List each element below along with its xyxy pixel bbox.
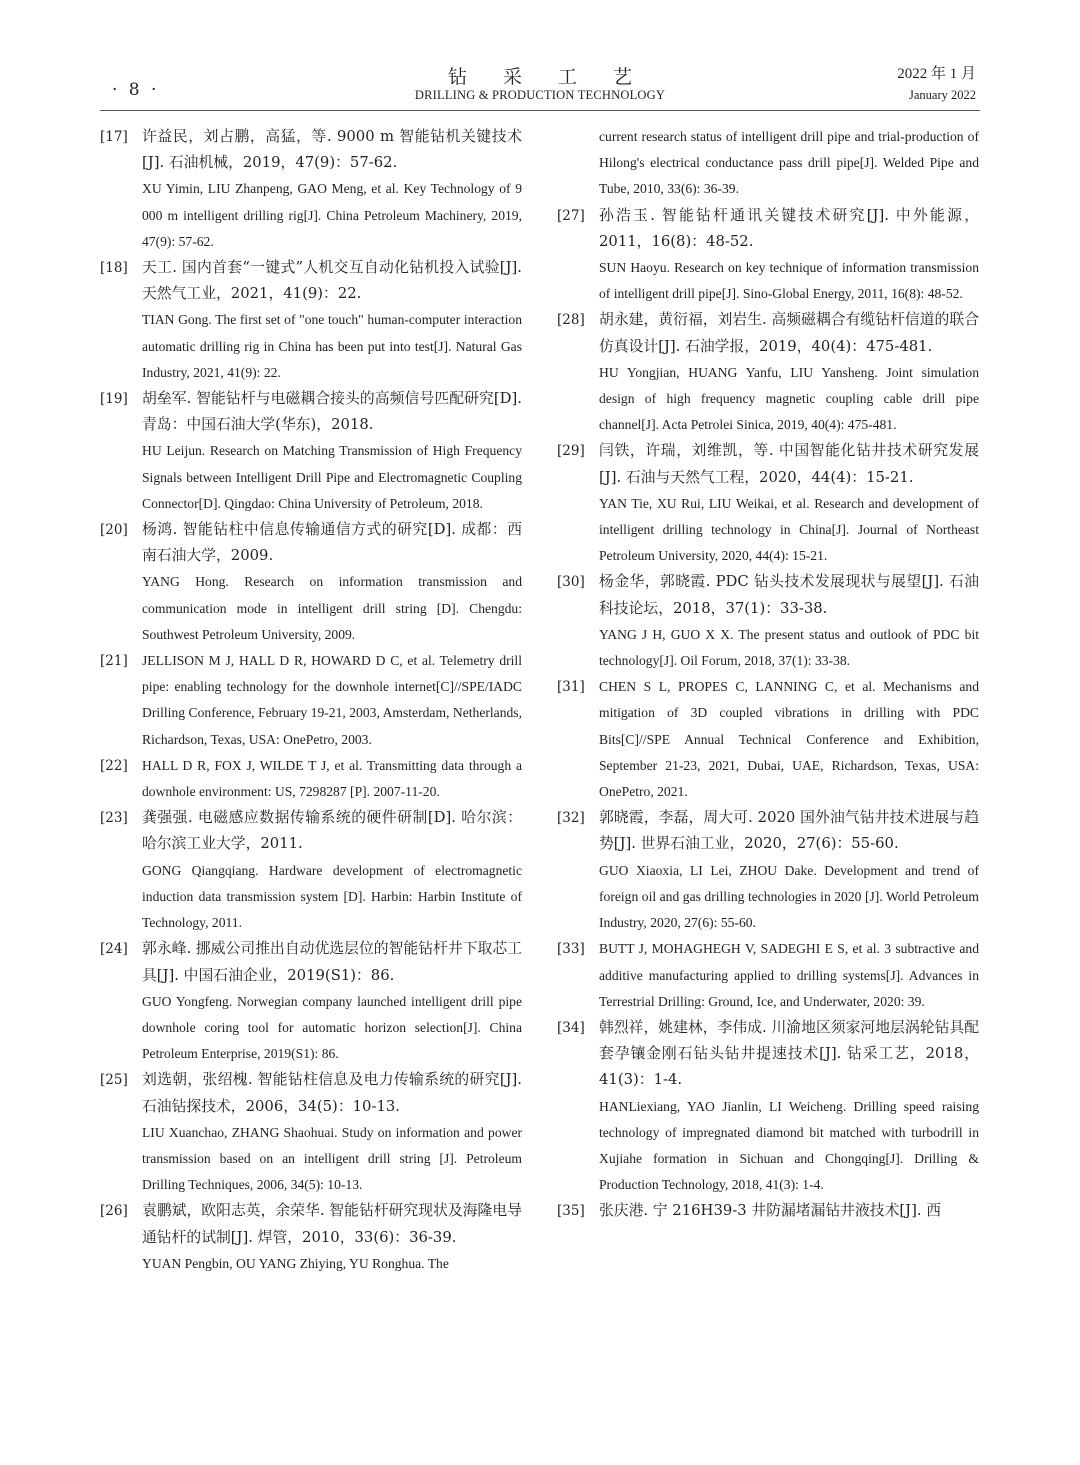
reference-en: HU Yongjian, HUANG Yanfu, LIU Yansheng. Joint simulation design of high frequency magnetic coupling cable drill pipe channel[J]. Acta Petrolei Sinica, 2019, 40(4): 475-481.	[599, 364, 979, 433]
reference-en: GUO Yongfeng. Norwegian company launched intelligent drill pipe downhole coring tool for automatic horizon selection[J]. China Petroleum Enterprise, 2019(S1): 86.	[142, 993, 522, 1062]
reference-en: YANG Hong. Research on information transmission and communication mode in intelligent drill string [D]. Chengdu: Southwest Petroleum University, 2009.	[142, 574, 522, 642]
reference-number: [21]	[100, 653, 128, 670]
reference-en: HU Leijun. Research on Matching Transmission of High Frequency Signals between Intelligent Drill Pipe and Electromagnetic Coupling Connector[D]. Qingdao: China University of Petroleum, 2018.	[142, 443, 522, 511]
reference-number: [33]	[557, 941, 585, 958]
reference-cn: 杨金华，郭晓霞. PDC 钻头技术发展现状与展望[J]. 石油科技论坛，2018，37(1)：33-38.	[599, 573, 979, 617]
reference-number: [26]	[100, 1203, 128, 1220]
reference-cn: 刘选朝，张绍槐. 智能钻柱信息及电力传输系统的研究[J]. 石油钻探技术，2006，34(5)：10-13.	[142, 1071, 522, 1115]
reference-item	[557, 674, 979, 805]
reference-cn: 杨鸿. 智能钻柱中信息传输通信方式的研究[D]. 成都：西南石油大学，2009.	[142, 521, 522, 565]
reference-item	[100, 805, 522, 936]
reference-cn: 龚强强. 电磁感应数据传输系统的硬件研制[D]. 哈尔滨：哈尔滨工业大学，2011.	[142, 809, 522, 853]
reference-cn: 许益民，刘占鹏，高猛，等. 9000 m 智能钻机关键技术[J]. 石油机械，2019，47(9)：57-62.	[142, 128, 522, 172]
reference-number: [28]	[557, 312, 585, 329]
reference-item	[100, 124, 522, 255]
issue-date-cn: 2022 年 1 月	[897, 66, 976, 82]
references-right-column	[557, 124, 979, 1225]
reference-item	[100, 648, 522, 753]
journal-title-cn: 钻采工艺	[447, 66, 668, 88]
issue-date-en: January 2022	[909, 88, 976, 102]
reference-item	[557, 1015, 979, 1198]
reference-item	[557, 805, 979, 936]
reference-en: TIAN Gong. The first set of "one touch" human-computer interaction automatic drilling rig in China has been put into test[J]. Natural Gas Industry, 2021, 41(9): 22.	[142, 312, 522, 380]
reference-cn: 袁鹏斌，欧阳志英，余荣华. 智能钻杆研究现状及海隆电导通钻杆的试制[J]. 焊管，2010，33(6)：36-39.	[142, 1202, 522, 1246]
reference-number: [31]	[557, 679, 585, 696]
reference-item	[557, 1198, 979, 1224]
reference-number: [30]	[557, 574, 585, 591]
reference-en: HANLiexiang, YAO Jianlin, LI Weicheng. Drilling speed raising technology of impregnated diamond bit matched with turbodrill in Xujiahe formation in Sichuan and Chongqing[J]. Drilling & Production Technology, 2018, 41(3): 1-4.	[599, 1098, 979, 1193]
reference-en: YUAN Pengbin, OU YANG Zhiying, YU Ronghua. The	[142, 1255, 449, 1271]
reference-item	[100, 936, 522, 1067]
reference-cn: 胡垒军. 智能钻杆与电磁耦合接头的高频信号匹配研究[D]. 青岛：中国石油大学(华东)，2018.	[142, 390, 522, 434]
reference-item	[100, 517, 522, 648]
reference-number: [20]	[100, 522, 128, 539]
reference-number: [24]	[100, 941, 128, 958]
reference-item	[557, 124, 979, 203]
reference-number: [32]	[557, 810, 585, 827]
reference-cn: 张庆港. 宁 216H39-3 井防漏堵漏钻井液技术[J]. 西	[599, 1202, 942, 1220]
page-number: · 8 ·	[112, 80, 160, 100]
reference-en: GUO Xiaoxia, LI Lei, ZHOU Dake. Development and trend of foreign oil and gas drilling technologies in 2020 [J]. World Petroleum Industry, 2020, 27(6): 55-60.	[599, 862, 979, 931]
reference-number: [18]	[100, 260, 128, 277]
reference-number: [34]	[557, 1019, 585, 1036]
references-left-column	[100, 124, 522, 1277]
reference-number: [22]	[100, 757, 128, 774]
reference-en: JELLISON M J, HALL D R, HOWARD D C, et al. Telemetry drill pipe: enabling technology for the downhole internet[C]//SPE/IADC Drilling Conference, February 19-21, 2003, Amsterdam, Netherlands, Richardson, Texas, USA: OnePetro, 2003.	[142, 653, 522, 747]
reference-item	[557, 438, 979, 569]
reference-item	[557, 569, 979, 674]
reference-en: HALL D R, FOX J, WILDE T J, et al. Transmitting data through a downhole environment: US, 7298287 [P]. 2007-11-20.	[142, 757, 522, 800]
reference-en: YAN Tie, XU Rui, LIU Weikai, et al. Research and development of intelligent drilling technology in China[J]. Journal of Northeast Petroleum University, 2020, 44(4): 15-21.	[599, 495, 979, 564]
reference-cn: 韩烈祥，姚建林，李伟成. 川渝地区须家河地层涡轮钻具配套孕镶金刚石钻头钻井提速技术[J]. 钻采工艺，2018，41(3)：1-4.	[599, 1018, 979, 1089]
reference-number: [25]	[100, 1072, 128, 1089]
reference-cn: 孙浩玉. 智能钻杆通讯关键技术研究[J]. 中外能源，2011，16(8)：48-52.	[599, 206, 979, 250]
reference-cn: 郭晓霞，李磊，周大可. 2020 国外油气钻井技术进展与趋势[J]. 世界石油工业，2020，27(6)：55-60.	[599, 809, 979, 853]
reference-item	[557, 203, 979, 308]
reference-en: SUN Haoyu. Research on key technique of information transmission of intelligent drill pipe[J]. Sino-Global Energy, 2011, 16(8): 48-52.	[599, 260, 979, 302]
reference-item	[557, 936, 979, 1015]
reference-number: [29]	[557, 443, 585, 460]
reference-item	[100, 1067, 522, 1198]
reference-en: CHEN S L, PROPES C, LANNING C, et al. Mechanisms and mitigation of 3D coupled vibrations in drilling with PDC Bits[C]//SPE Annual Technical Conference and Exhibition, September 21-23, 2021, Dubai, UAE, Richardson, Texas, USA: OnePetro, 2021.	[599, 679, 979, 800]
reference-cn: 闫铁，许瑞，刘维凯，等. 中国智能化钻井技术研究发展[J]. 石油与天然气工程，2020，44(4)：15-21.	[599, 442, 979, 486]
reference-item	[100, 1198, 522, 1277]
reference-cn: 胡永建，黄衍福，刘岩生. 高频磁耦合有缆钻杆信道的联合仿真设计[J]. 石油学报，2019，40(4)：475-481.	[599, 311, 979, 355]
reference-en: current research status of intelligent drill pipe and trial-production of Hilong's electrical conductance pass drill pipe[J]. Welded Pipe and Tube, 2010, 33(6): 36-39.	[599, 129, 979, 197]
page-header	[100, 58, 980, 111]
reference-number: [17]	[100, 129, 128, 145]
reference-number: [19]	[100, 391, 128, 408]
reference-en: BUTT J, MOHAGHEGH V, SADEGHI E S, et al. 3 subtractive and additive manufacturing applied to drilling systems[J]. Advances in Terrestrial Drilling: Ground, Ice, and Underwater, 2020: 39.	[599, 941, 979, 1009]
reference-en: LIU Xuanchao, ZHANG Shaohuai. Study on information and power transmission based on an intelligent drill string [J]. Petroleum Drilling Techniques, 2006, 34(5): 10-13.	[142, 1124, 522, 1193]
reference-cn: 郭永峰. 挪威公司推出自动优选层位的智能钻杆井下取芯工具[J]. 中国石油企业，2019(S1)：86.	[142, 940, 522, 984]
reference-item	[100, 753, 522, 805]
reference-number: [23]	[100, 810, 128, 827]
journal-title-en: DRILLING & PRODUCTION TECHNOLOGY	[414, 88, 666, 102]
reference-item	[557, 307, 979, 438]
reference-cn: 天工. 国内首套“一键式”人机交互自动化钻机投入试验[J]. 天然气工业，2021，41(9)：22.	[142, 259, 522, 303]
reference-item	[100, 255, 522, 386]
reference-en: YANG J H, GUO X X. The present status and outlook of PDC bit technology[J]. Oil Forum, 2018, 37(1): 33-38.	[599, 626, 979, 669]
reference-number: [27]	[557, 207, 585, 224]
reference-en: XU Yimin, LIU Zhanpeng, GAO Meng, et al. Key Technology of 9 000 m intelligent drilling rig[J]. China Petroleum Machinery, 2019, 47(9): 57-62.	[142, 181, 522, 249]
reference-number: [35]	[557, 1203, 585, 1220]
reference-en: GONG Qiangqiang. Hardware development of electromagnetic induction data transmission system [D]. Harbin: Harbin Institute of Technology, 2011.	[142, 862, 522, 931]
reference-item	[100, 386, 522, 517]
